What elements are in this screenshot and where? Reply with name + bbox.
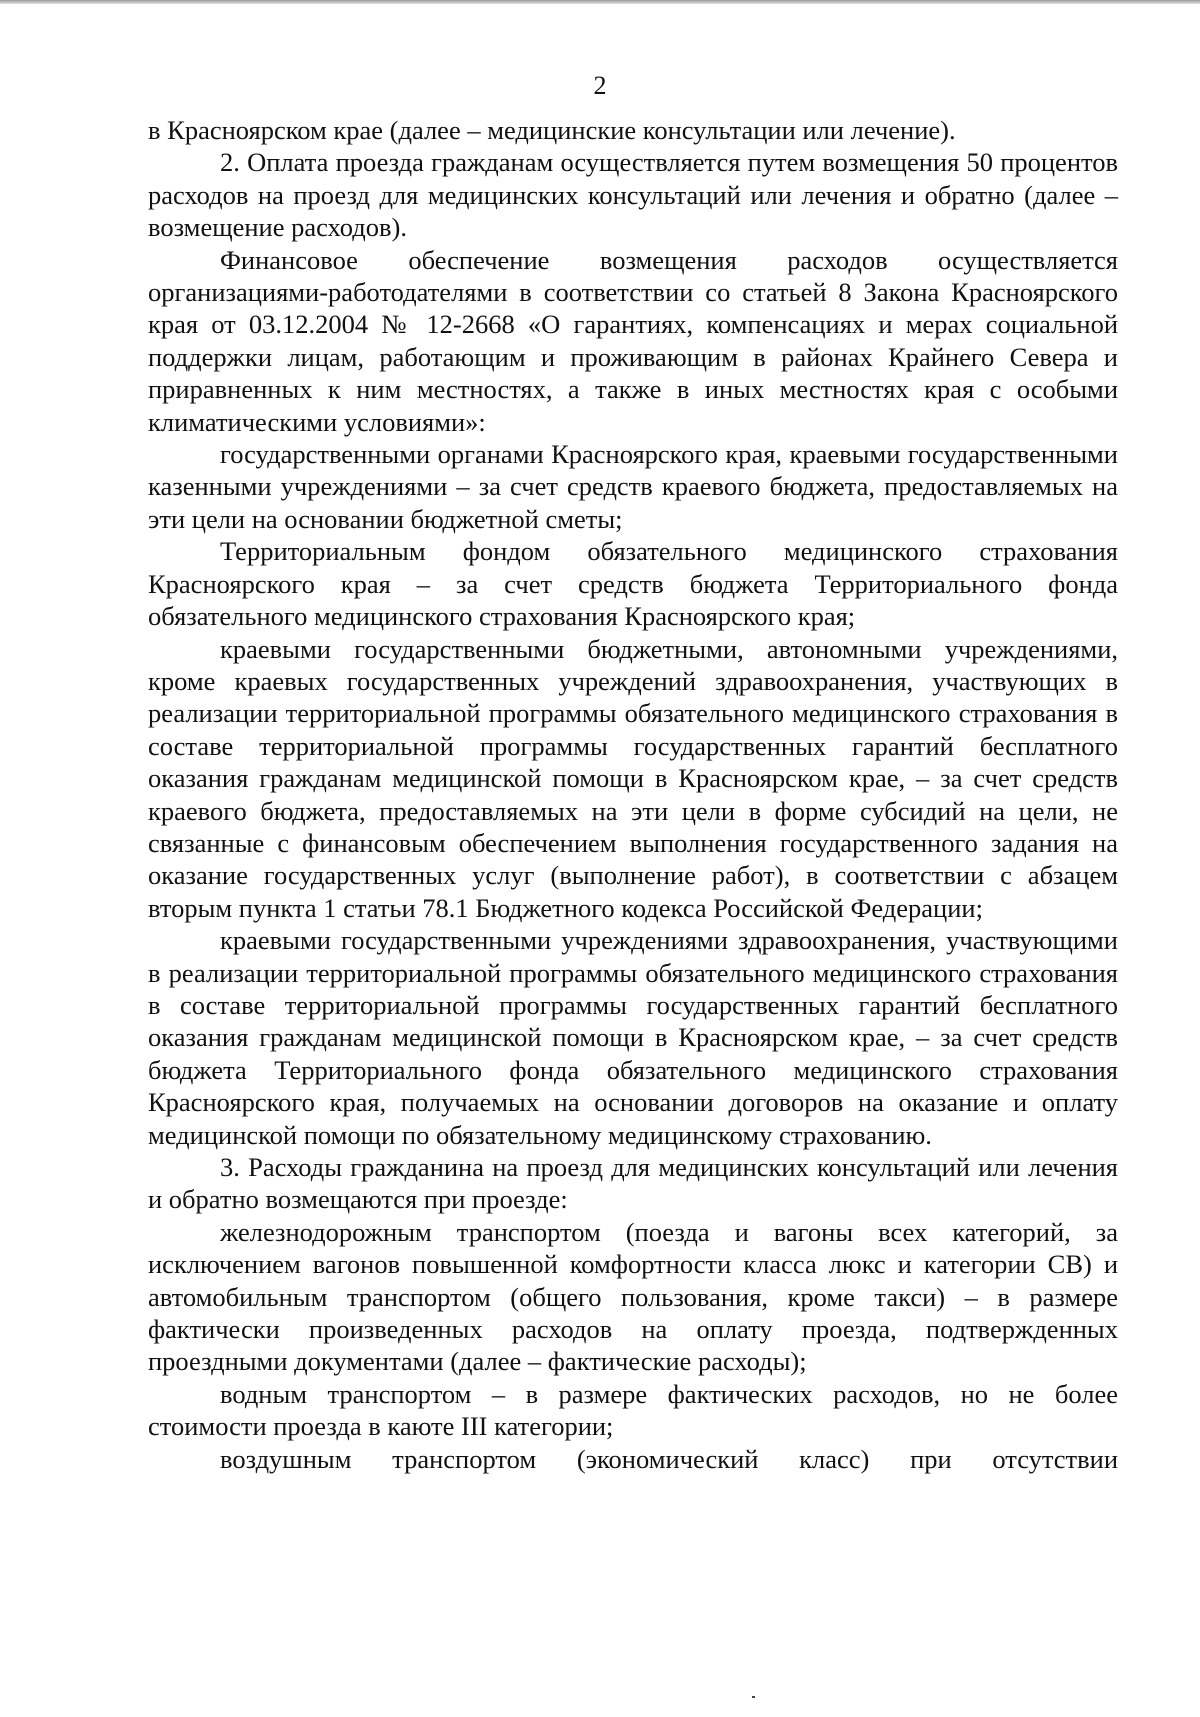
page-number: 2 — [593, 71, 607, 100]
paragraph-state-bodies: государственными органами Красноярского края, краевыми государственными казенными учреждениями – за счет средств краевого бюджета, предоставляемых на эти цели на основании бюджетной сметы; — [148, 439, 1118, 534]
paragraph-budget-institutions: краевыми государственными бюджетными, автономными учреждениями, кроме краевых государственных учреждений здравоохранения, участвующих в реализации территориальной программы обязательного медицинского страхования в составе территориальной программы государственных гарантий бесплатного оказания гражданам медицинской помощи в Красноярском крае, – за счет средств краевого бюджета, предоставляемых на эти цели в форме субсидий на цели, не связанные с финансовым обеспечением выполнения государственного задания на оказание государственных услуг (выполнение работ), в соответствии с абзацем вторым пункта 1 статьи 78.1 Бюджетного кодекса Российской Федерации; — [148, 633, 1118, 923]
paragraph-continuation: в Красноярском крае (далее – медицинские консультации или лечение). — [148, 115, 956, 145]
paragraph-air-transport: воздушным транспортом (экономический класс) при отсутствии — [220, 1443, 1118, 1474]
paragraph-healthcare-institutions: краевыми государственными учреждениями здравоохранения, участвующими в реализации территориальной программы обязательного медицинского страхования в составе территориальной программы государственных гарантий бесплатного оказания гражданам медицинской помощи в Красноярском крае, – за счет средств бюджета Территориального фонда обязательного медицинского страхования Красноярского края, получаемых на основании договоров на оказание и оплату медицинской помощи по обязательному медицинскому страхованию. — [148, 925, 1118, 1150]
paragraph-financing: Финансовое обеспечение возмещения расходов осуществляется организациями-работодателями в соответствии со статьей 8 Закона Красноярского края от 03.12.2004 № 12-2668 «О гарантиях, компенсациях и мерах социальной поддержки лицам, работающим и проживающим в районах Крайнего Севера и приравненных к ним местностях, а также в иных местностях края с особыми климатическими условиями»: — [148, 244, 1118, 437]
paragraph-clause-3: 3. Расходы гражданина на проезд для медицинских консультаций или лечения и обратно возмещаются при проезде: — [148, 1152, 1118, 1215]
scan-top-edge — [0, 0, 1200, 4]
paragraph-water-transport: водным транспортом – в размере фактических расходов, но не более стоимости проезда в каюте III категории; — [148, 1378, 1118, 1442]
document-body — [148, 114, 1118, 1475]
paragraph-railway-transport: железнодорожным транспортом (поезда и вагоны всех категорий, за исключением вагонов повышенной комфортности класса люкс и категории СВ) и автомобильным транспортом (общего пользования, кроме такси) – в размере фактически произведенных расходов на оплату проезда, подтвержденных проездными документами (далее – фактические расходы); — [148, 1216, 1118, 1377]
scan-speck — [752, 1696, 755, 1698]
paragraph-territorial-fund: Территориальным фондом обязательного медицинского страхования Красноярского края – за счет средств бюджета Территориального фонда обязательного медицинского страхования Красноярского края; — [148, 536, 1118, 632]
paragraph-clause-2: 2. Оплата проезда гражданам осуществляется путем возмещения 50 процентов расходов на проезд для медицинских консультаций или лечения и обратно (далее – возмещение расходов). — [148, 147, 1118, 243]
